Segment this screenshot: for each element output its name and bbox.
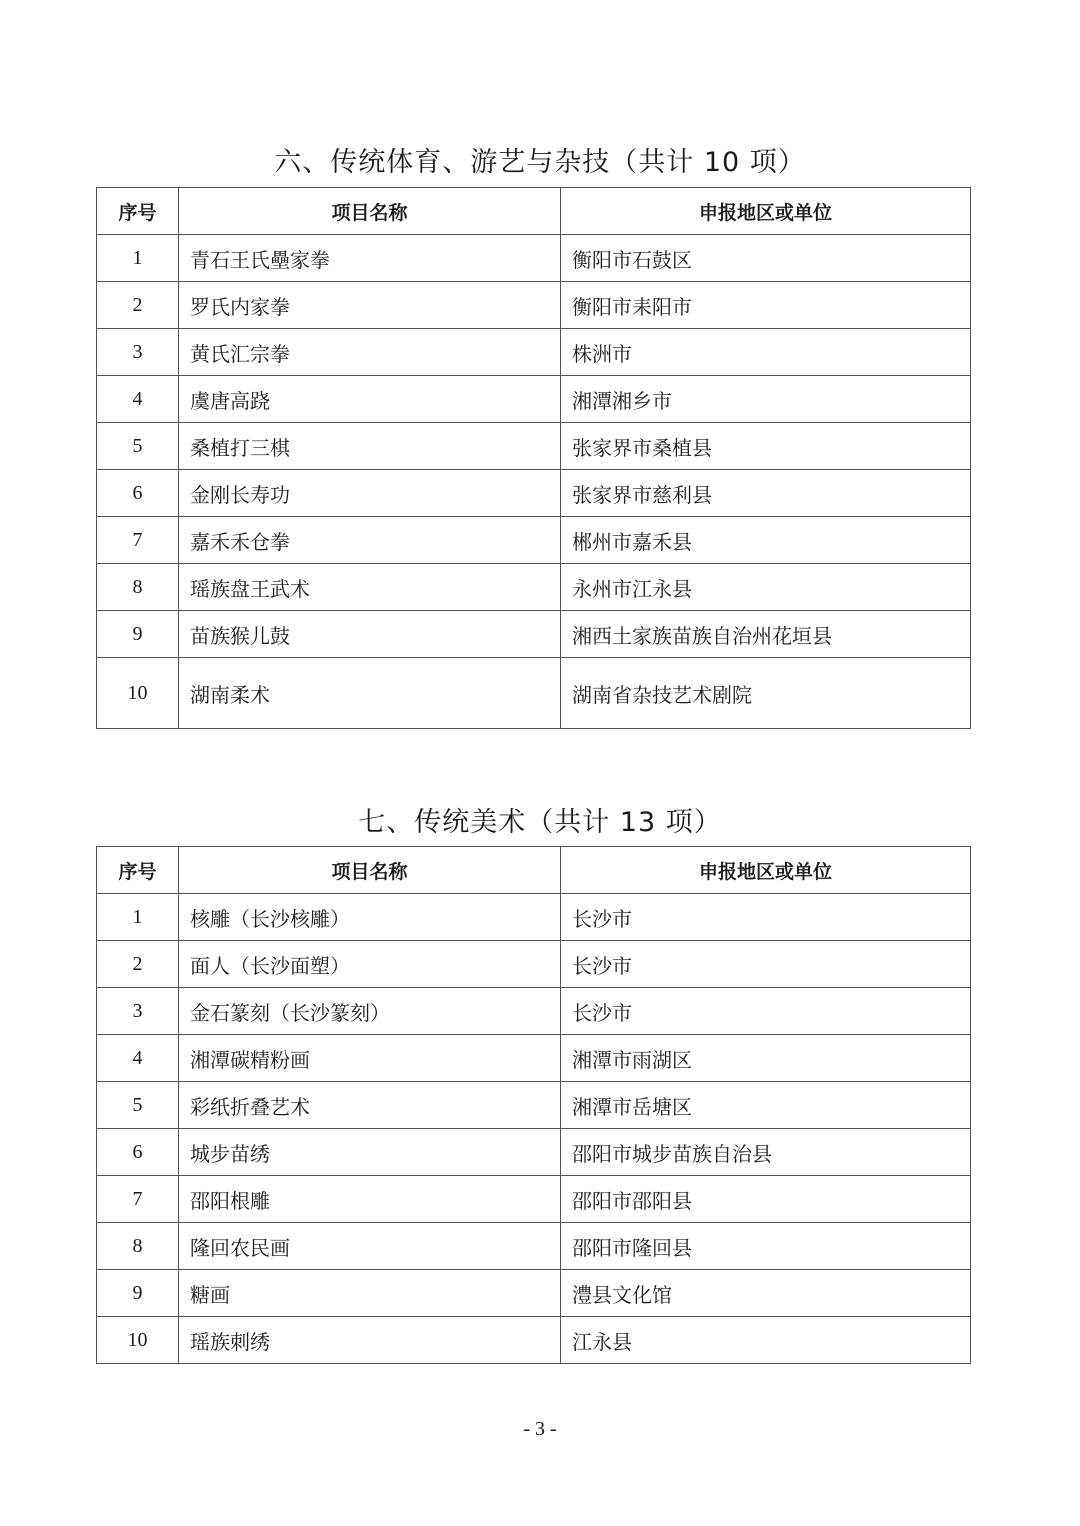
- section-title: 六、传统体育、游艺与杂技（共计 10 项）: [274, 147, 806, 178]
- section-title: 七、传统美术（共计 13 项）: [358, 807, 722, 838]
- row-number: 9: [97, 1270, 179, 1317]
- row-number: 2: [97, 282, 179, 329]
- row-number: 8: [97, 1223, 179, 1270]
- table-row: [97, 517, 971, 564]
- applicant: 邵阳市隆回县: [561, 1223, 971, 1270]
- row-number: 8: [97, 564, 179, 611]
- project-name: 苗族猴儿鼓: [179, 611, 561, 658]
- row-number: 1: [97, 235, 179, 282]
- sports-acrobatics-table: [96, 187, 971, 729]
- project-name: 湖南柔术: [179, 658, 561, 729]
- applicant: 湖南省杂技艺术剧院: [561, 658, 971, 729]
- table-row: [97, 611, 971, 658]
- project-name: 桑植打三棋: [179, 423, 561, 470]
- table-row: [97, 658, 971, 729]
- applicant: 张家界市桑植县: [561, 423, 971, 470]
- table-row: [97, 423, 971, 470]
- table-row: [97, 564, 971, 611]
- table-row: [97, 988, 971, 1035]
- project-name: 隆回农民画: [179, 1223, 561, 1270]
- applicant: 湘潭湘乡市: [561, 376, 971, 423]
- project-name: 虞唐高跷: [179, 376, 561, 423]
- table-row: [97, 1176, 971, 1223]
- project-name: 金石篆刻（长沙篆刻）: [179, 988, 561, 1035]
- applicant: 长沙市: [561, 941, 971, 988]
- project-name: 彩纸折叠艺术: [179, 1082, 561, 1129]
- row-number: 9: [97, 611, 179, 658]
- project-name: 湘潭碳精粉画: [179, 1035, 561, 1082]
- row-number: 3: [97, 988, 179, 1035]
- applicant: 邵阳市城步苗族自治县: [561, 1129, 971, 1176]
- table-row: [97, 1129, 971, 1176]
- project-name: 嘉禾禾仓拳: [179, 517, 561, 564]
- row-number: 5: [97, 423, 179, 470]
- table-header-row: [97, 188, 971, 235]
- applicant: 澧县文化馆: [561, 1270, 971, 1317]
- project-name: 青石王氏壘家拳: [179, 235, 561, 282]
- table-row: [97, 329, 971, 376]
- row-number: 2: [97, 941, 179, 988]
- column-header-number: 序号: [97, 188, 179, 235]
- project-name: 金刚长寿功: [179, 470, 561, 517]
- table-row: [97, 1317, 971, 1364]
- applicant: 永州市江永县: [561, 564, 971, 611]
- column-header-number: 序号: [97, 847, 179, 894]
- project-name: 核雕（长沙核雕）: [179, 894, 561, 941]
- table-row: [97, 1270, 971, 1317]
- row-number: 6: [97, 470, 179, 517]
- row-number: 7: [97, 1176, 179, 1223]
- table-header-row: [97, 847, 971, 894]
- row-number: 4: [97, 376, 179, 423]
- applicant: 江永县: [561, 1317, 971, 1364]
- applicant: 湘潭市雨湖区: [561, 1035, 971, 1082]
- column-header-applicant: 申报地区或单位: [561, 847, 971, 894]
- applicant: 湘西土家族苗族自治州花垣县: [561, 611, 971, 658]
- applicant: 张家界市慈利县: [561, 470, 971, 517]
- column-header-project-name: 项目名称: [179, 847, 561, 894]
- applicant: 湘潭市岳塘区: [561, 1082, 971, 1129]
- project-name: 罗氏内家拳: [179, 282, 561, 329]
- project-name: 糖画: [179, 1270, 561, 1317]
- page-number: - 3 -: [523, 1418, 557, 1440]
- project-name: 瑶族盘王武术: [179, 564, 561, 611]
- applicant: 株洲市: [561, 329, 971, 376]
- table-row: [97, 282, 971, 329]
- row-number: 7: [97, 517, 179, 564]
- project-name: 邵阳根雕: [179, 1176, 561, 1223]
- fine-arts-table: [96, 846, 971, 1364]
- row-number: 3: [97, 329, 179, 376]
- applicant: 长沙市: [561, 988, 971, 1035]
- row-number: 6: [97, 1129, 179, 1176]
- column-header-applicant: 申报地区或单位: [561, 188, 971, 235]
- applicant: 衡阳市石鼓区: [561, 235, 971, 282]
- row-number: 4: [97, 1035, 179, 1082]
- row-number: 10: [97, 658, 179, 729]
- column-header-project-name: 项目名称: [179, 188, 561, 235]
- table-row: [97, 235, 971, 282]
- project-name: 瑶族刺绣: [179, 1317, 561, 1364]
- applicant: 长沙市: [561, 894, 971, 941]
- row-number: 5: [97, 1082, 179, 1129]
- applicant: 邵阳市邵阳县: [561, 1176, 971, 1223]
- table-row: [97, 1035, 971, 1082]
- table-row: [97, 1223, 971, 1270]
- table-row: [97, 941, 971, 988]
- row-number: 1: [97, 894, 179, 941]
- project-name: 城步苗绣: [179, 1129, 561, 1176]
- table-row: [97, 894, 971, 941]
- table-row: [97, 1082, 971, 1129]
- table-row: [97, 376, 971, 423]
- applicant: 衡阳市耒阳市: [561, 282, 971, 329]
- project-name: 黄氏汇宗拳: [179, 329, 561, 376]
- applicant: 郴州市嘉禾县: [561, 517, 971, 564]
- row-number: 10: [97, 1317, 179, 1364]
- table-row: [97, 470, 971, 517]
- project-name: 面人（长沙面塑）: [179, 941, 561, 988]
